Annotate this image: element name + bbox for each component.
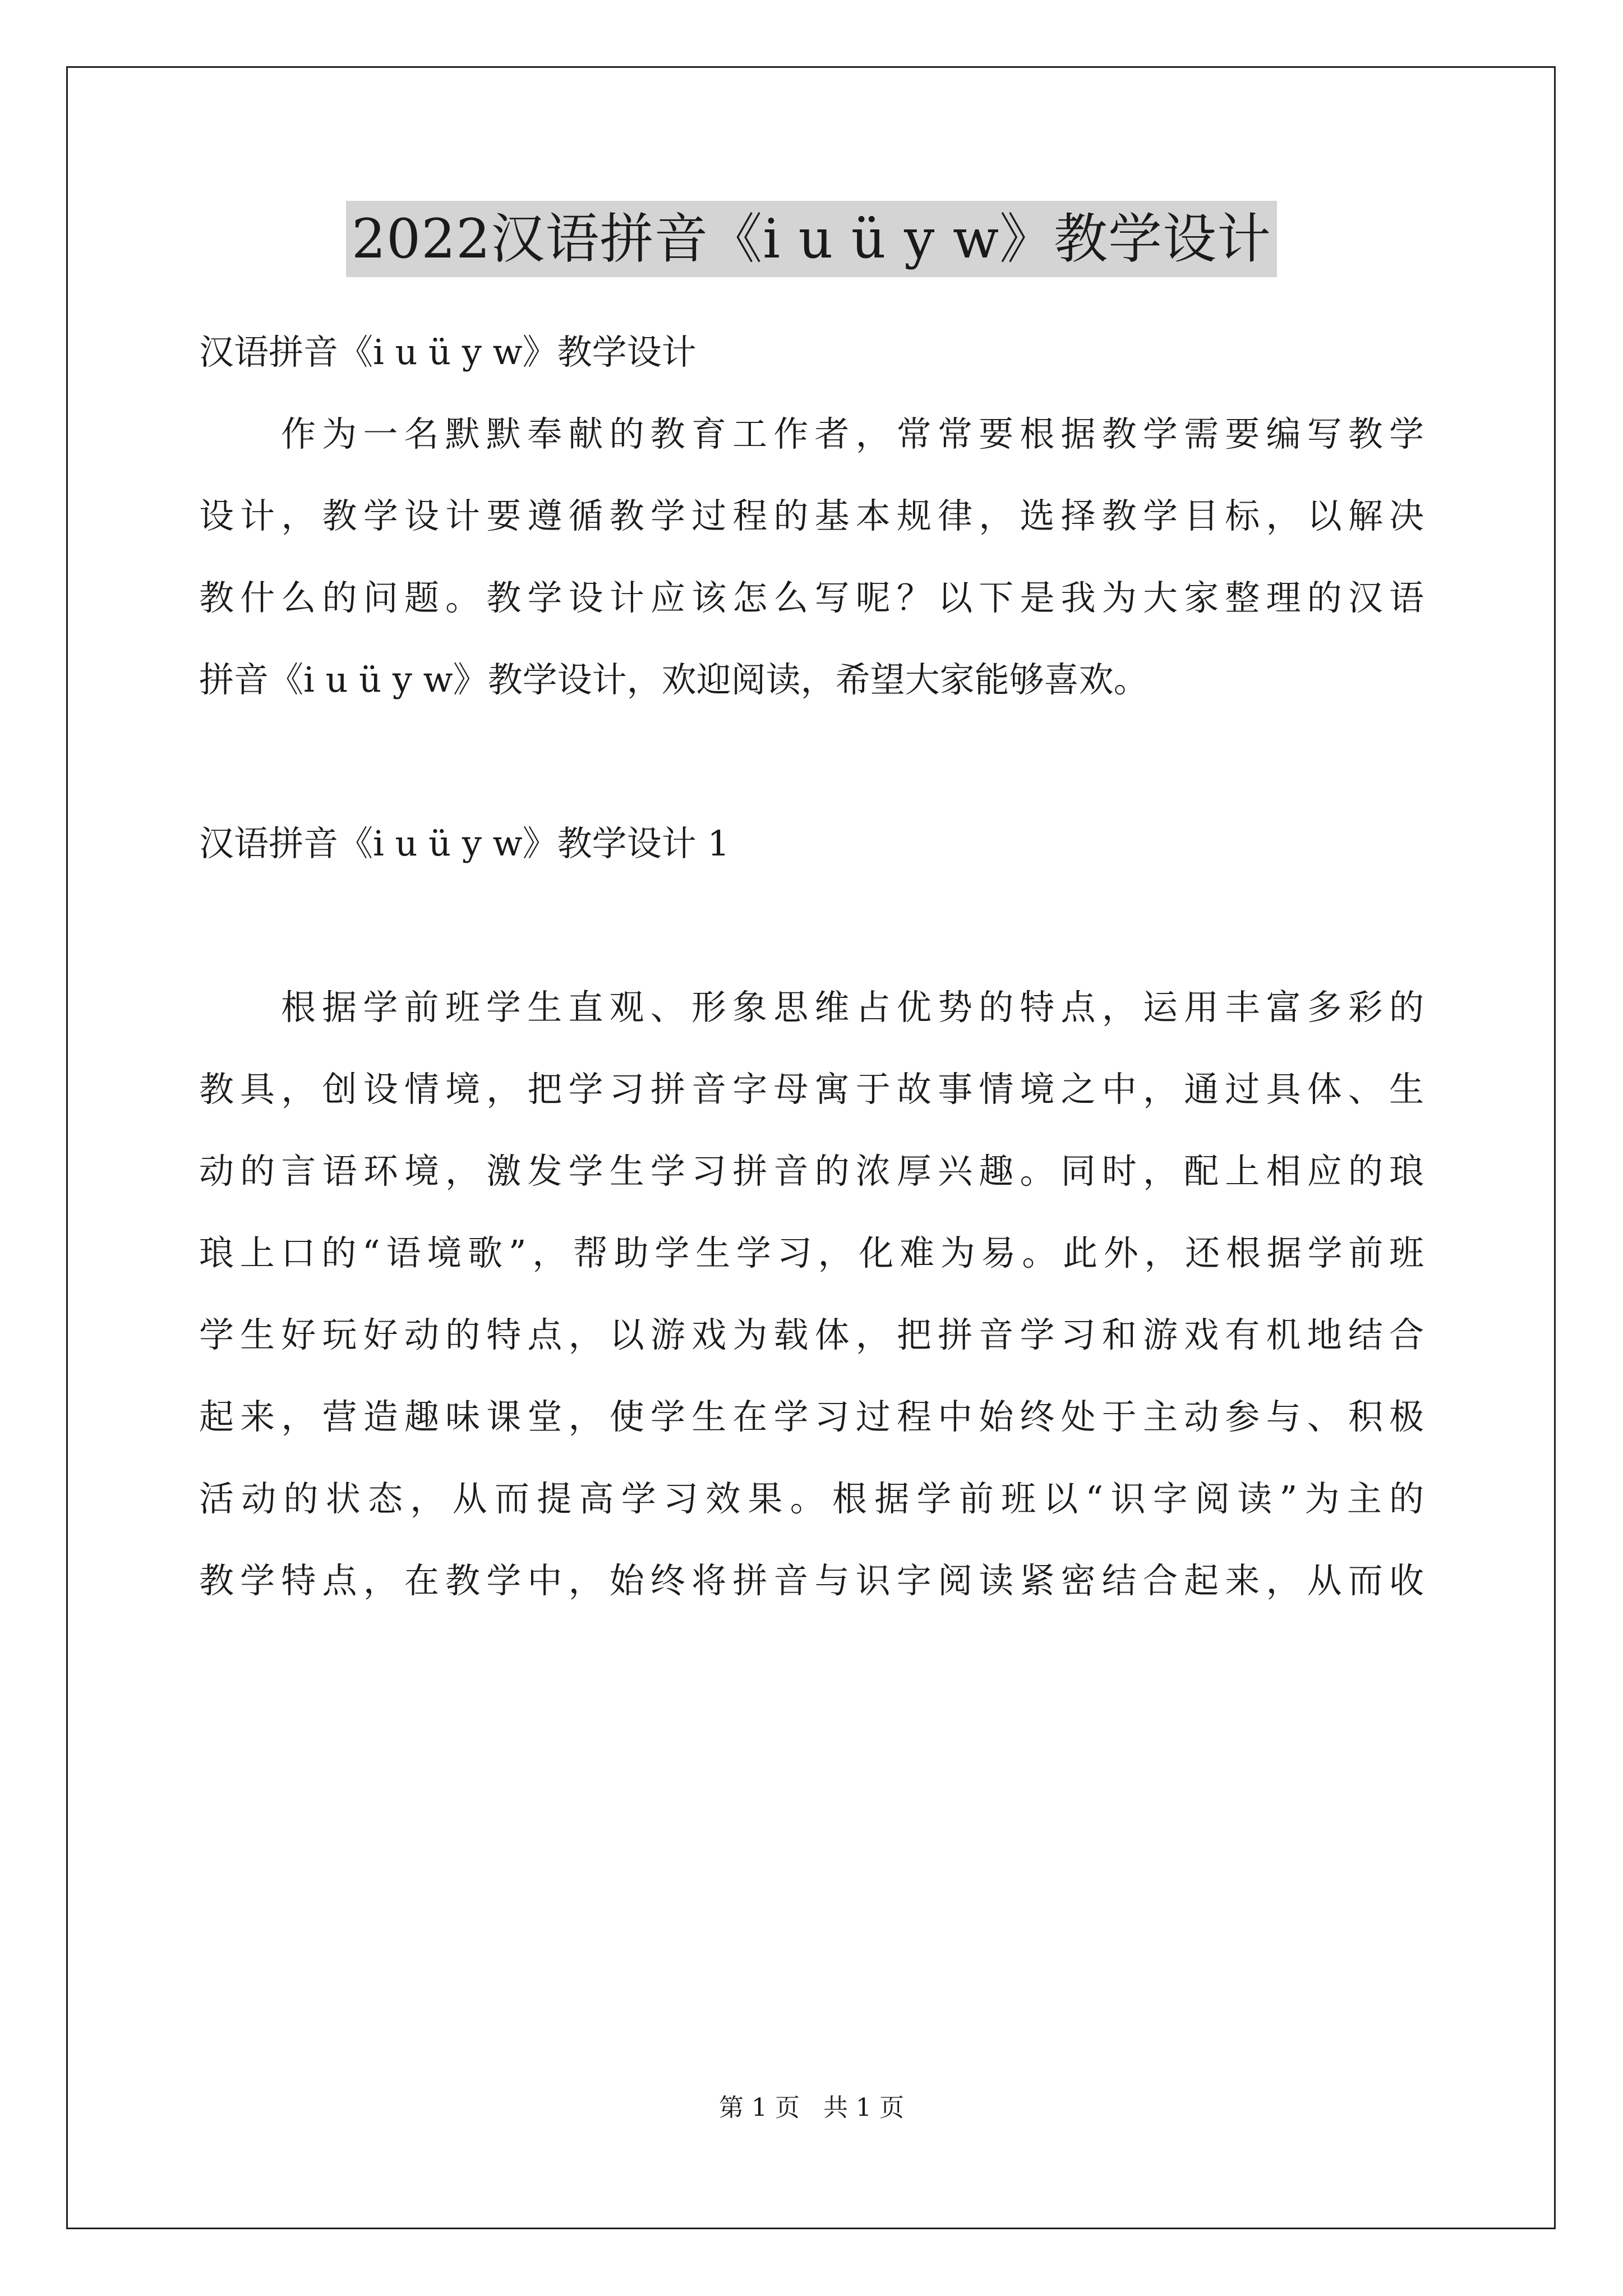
body-line-1: 根据学前班学生直观、形象思维占优势的特点，运用丰富多彩的	[281, 987, 1424, 1028]
page-total: 共 1 页	[823, 2093, 904, 2122]
intro-line-3: 教什么的问题。教学设计应该怎么写呢？以下是我为大家整理的汉语	[199, 577, 1424, 618]
body-line-3: 动的言语环境，激发学生学习拼音的浓厚兴趣。同时，配上相应的琅	[199, 1151, 1424, 1191]
page-number: 第 1 页	[719, 2093, 800, 2122]
intro-line-4: 拼音《i u ü y w》教学设计，欢迎阅读，希望大家能够喜欢。	[199, 659, 1149, 700]
body-line-6: 起来，营造趣味课堂，使学生在学习过程中始终处于主动参与、积极	[199, 1396, 1424, 1437]
page-footer	[0, 2091, 1623, 2125]
body-line-2: 教具，创设情境，把学习拼音字母寓于故事情境之中，通过具体、生	[199, 1069, 1424, 1110]
intro-line-2: 设计，教学设计要遵循教学过程的基本规律，选择教学目标，以解决	[199, 495, 1424, 536]
page-title: 2022汉语拼音《i u ü y w》教学设计	[346, 201, 1277, 277]
body-line-4: 琅上口的“语境歌”，帮助学生学习，化难为易。此外，还根据学前班	[199, 1232, 1424, 1273]
spacer	[199, 721, 1424, 803]
spacer	[199, 885, 1424, 967]
section-heading: 汉语拼音《i u ü y w》教学设计 1	[199, 823, 730, 864]
document-subtitle: 汉语拼音《i u ü y w》教学设计	[199, 332, 697, 372]
body-line-5: 学生好玩好动的特点，以游戏为载体，把拼音学习和游戏有机地结合	[199, 1314, 1424, 1355]
body-line-8: 教学特点，在教学中，始终将拼音与识字阅读紧密结合起来，从而收	[199, 1560, 1424, 1601]
body-line-7: 活动的状态，从而提高学习效果。根据学前班以“识字阅读”为主的	[199, 1478, 1424, 1519]
intro-line-1: 作为一名默默奉献的教育工作者，常常要根据教学需要编写教学	[281, 413, 1424, 454]
title-wrap	[0, 201, 1623, 277]
document-body	[199, 311, 1424, 1622]
